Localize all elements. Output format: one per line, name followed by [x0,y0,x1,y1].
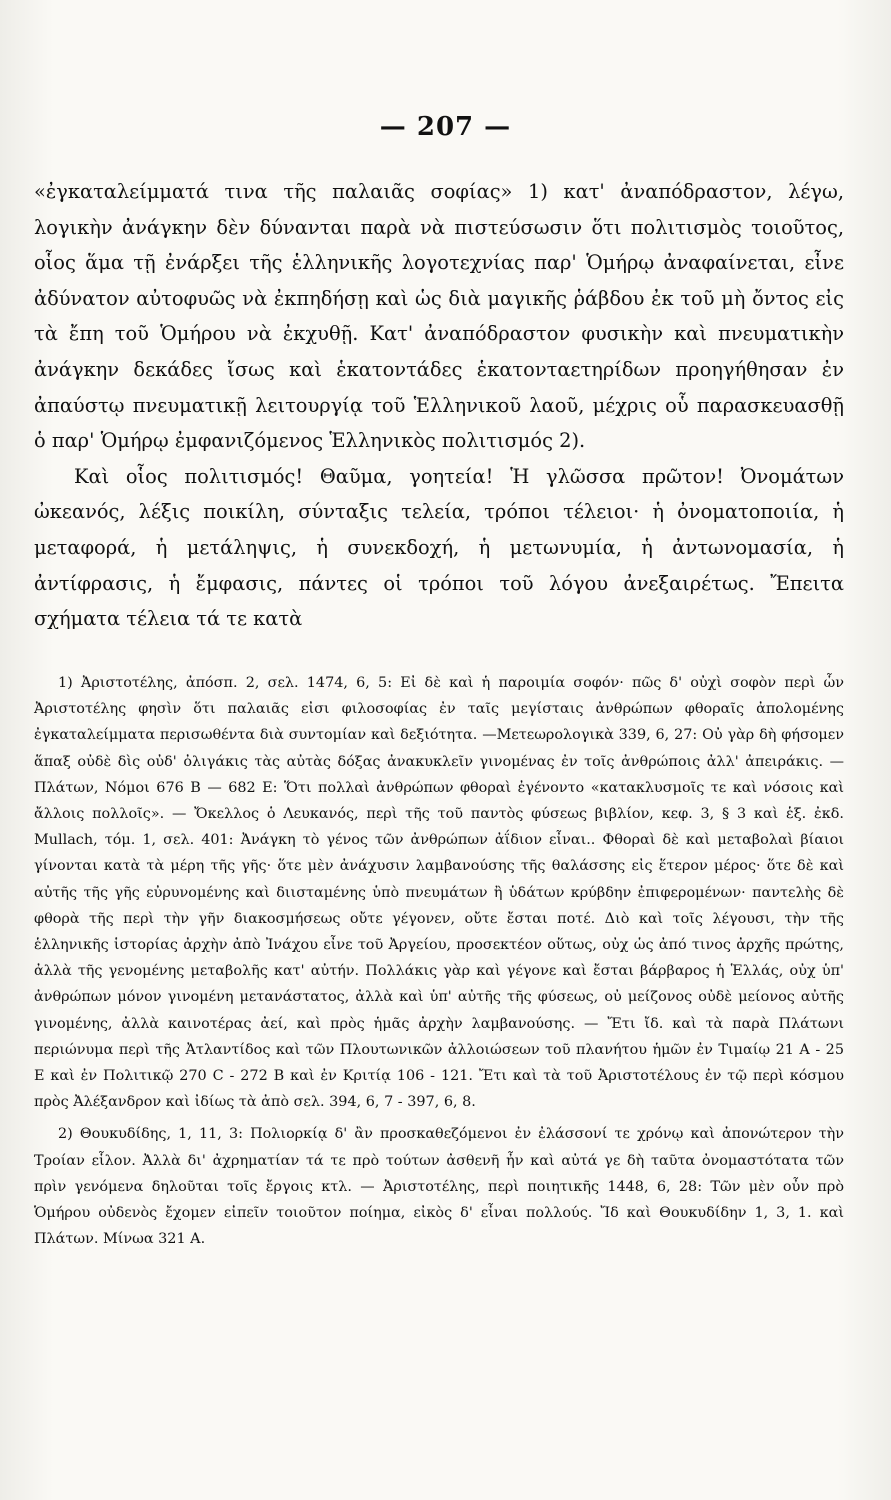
page-number: — 207 — [379,112,512,142]
paragraph-1: «ἐγκαταλείμματά τινα τῆς παλαιᾶς σοφίας» 1) κατ' ἀναπόδραστον, λέγω, λογικὴν ἀνάγκην δὲν δύνανται παρὰ νὰ πιστεύσωσιν ὅτι πολιτισμὸς τοιοῦτος, οἷος ἅμα τῇ ἐνάρξει τῆς ἑλληνικῆς λογοτεχνίας παρ' Ὁμήρῳ ἀναφαίνεται, εἶνε ἀδύνατον αὐτοφυῶς νὰ ἐκπηδήσῃ καὶ ὡς διὰ μαγικῆς ῥάβδου ἐκ τοῦ μὴ ὄντος εἰς τὰ ἔπη τοῦ Ὁμήρου νὰ ἐκχυθῇ. Κατ' ἀναπόδραστον φυσικὴν καὶ πνευματικὴν ἀνάγκην δεκάδες ἴσως καὶ ἑκατοντάδες ἑκατονταετηρίδων προηγήθησαν ἐν ἀπαύστῳ πνευματικῇ λειτουργίᾳ τοῦ Ἑλληνικοῦ λαοῦ, μέχρις οὗ παρασκευασθῇ ὁ παρ' Ὁμήρῳ ἐμφανιζόμενος Ἑλληνικὸς πολιτισμός 2). [34,180,844,453]
main-text [34,174,844,637]
footnotes [34,670,844,1252]
paragraph-2: Καὶ οἷος πολιτισμός! Θαῦμα, γοητεία! Ἡ γλῶσσα πρῶτον! Ὀνομάτων ὠκεανός, λέξις ποικίλη, σύνταξις τελεία, τρόποι τέλειοι· ἡ ὀνοματοποιία, ἡ μεταφορά, ἡ μετάληψις, ἡ συνεκδοχή, ἡ μετωνυμία, ἡ ἀντωνομασία, ἡ ἀντίφρασις, ἡ ἔμφασις, πάντες οἱ τρόποι τοῦ λόγου ἀνεξαιρέτως. Ἔπειτα σχήματα τέλεια τά τε κατὰ [34,464,844,631]
footnote-1: 1) Ἀριστοτέλης, ἀπόσπ. 2, σελ. 1474, 6, 5: Εἰ δὲ καὶ ἡ παροιμία σοφόν· πῶς δ' οὐχὶ σοφὸν περὶ ὧν Ἀριστοτέλης φησὶν ὅτι παλαιᾶς εἰσι φιλοσοφίας ἐν ταῖς μεγίσταις ἀνθρώπων φθοραῖς ἀπολομένης ἐγκαταλείμματα περισωθέντα διὰ συντομίαν καὶ δεξιότητα. —Μετεωρολογικὰ 339, 6, 27: Οὐ γὰρ δὴ φήσομεν ἅπαξ οὐδὲ δὶς οὐδ' ὀλιγάκις τὰς αὐτὰς δόξας ἀνακυκλεῖν γινομένας ἐν τοῖς ἀνθρώποις ἀλλ' ἀπειράκις. — Πλάτων, Νόμοι 676 B — 682 E: Ὅτι πολλαὶ ἀνθρώπων φθοραὶ ἐγένοντο «κατακλυσμοῖς τε καὶ νόσοις καὶ ἄλλοις πολλοῖς». — Ὄκελλος ὁ Λευκανός, περὶ τῆς τοῦ παντὸς φύσεως βιβλίον, κεφ. 3, § 3 καὶ ἑξ. ἐκδ. Mullach, τόμ. 1, σελ. 401: Ἀνάγκη τὸ γένος τῶν ἀνθρώπων ἀΐδιον εἶναι.. Φθοραὶ δὲ καὶ μεταβολαὶ βίαιοι γίνονται κατὰ τὰ μέρη τῆς γῆς· ὅτε μὲν ἀνάχυσιν λαμβανούσης τῆς θαλάσσης εἰς ἕτερον μέρος· ὅτε δὲ καὶ αὐτῆς τῆς γῆς εὐρυνομένης καὶ διισταμένης ὑπὸ πνευμάτων ἢ ὑδάτων κρύβδην ἐπιφερομένων· παντελὴς δὲ φθορὰ τῆς περὶ τὴν γῆν διακοσμήσεως οὔτε γέγονεν, οὔτε ἔσται ποτέ. Διὸ καὶ τοῖς λέγουσι, τὴν τῆς ἑλληνικῆς ἱστορίας ἀρχὴν ἀπὸ Ἰνάχου εἶνε τοῦ Ἀργείου, προσεκτέον οὕτως, οὐχ ὡς ἀπό τινος ἀρχῆς πρώτης, ἀλλὰ τῆς γενομένης μεταβολῆς κατ' αὐτήν. Πολλάκις γὰρ καὶ γέγονε καὶ ἔσται βάρβαρος ἡ Ἑλλάς, οὐχ ὑπ' ἀνθρώπων μόνον γινομένη μετανάστατος, ἀλλὰ καὶ ὑπ' αὐτῆς τῆς φύσεως, οὐ μείζονος οὐδὲ μείονος αὐτῆς γινομένης, ἀλλὰ καινοτέρας ἀεί, καὶ πρὸς ἡμᾶς ἀρχὴν λαμβανούσης. — Ἔτι ἴδ. καὶ τὰ παρὰ Πλάτωνι περιώνυμα περὶ τῆς Ἀτλαντίδος καὶ τῶν Πλουτωνικῶν ἀλλοιώσεων τοῦ πλανήτου ἡμῶν ἐν Τιμαίῳ 21 A - 25 E καὶ ἐν Πολιτικῷ 270 C - 272 B καὶ ἐν Κριτίᾳ 106 - 121. Ἔτι καὶ τὰ τοῦ Ἀριστοτέλους ἐν τῷ περὶ κόσμου πρὸς Ἀλέξανδρον καὶ ἰδίως τὰ ἀπὸ σελ. 394, 6, 7 - 397, 6, 8. [34,675,844,1111]
footnote-2: 2) Θουκυδίδης, 1, 11, 3: Πολιορκίᾳ δ' ἂν προσκαθεζόμενοι ἐν ἐλάσσονί τε χρόνῳ καὶ ἀπονώτερον τὴν Τροίαν εἷλον. Ἀλλὰ δι' ἀχρηματίαν τά τε πρὸ τούτων ἀσθενῆ ἦν καὶ αὐτά γε δὴ ταῦτα ὀνομαστότατα τῶν πρὶν γενόμενα δηλοῦται τοῖς ἔργοις κτλ. — Ἀριστοτέλης, περὶ ποιητικῆς 1448, 6, 28: Τῶν μὲν οὖν πρὸ Ὁμήρου οὐδενὸς ἔχομεν εἰπεῖν τοιοῦτον ποίημα, εἰκὸς δ' εἶναι πολλούς. Ἴδ καὶ Θουκυδίδην 1, 3, 1. καὶ Πλάτων. Μίνωα 321 A. [34,1126,844,1248]
